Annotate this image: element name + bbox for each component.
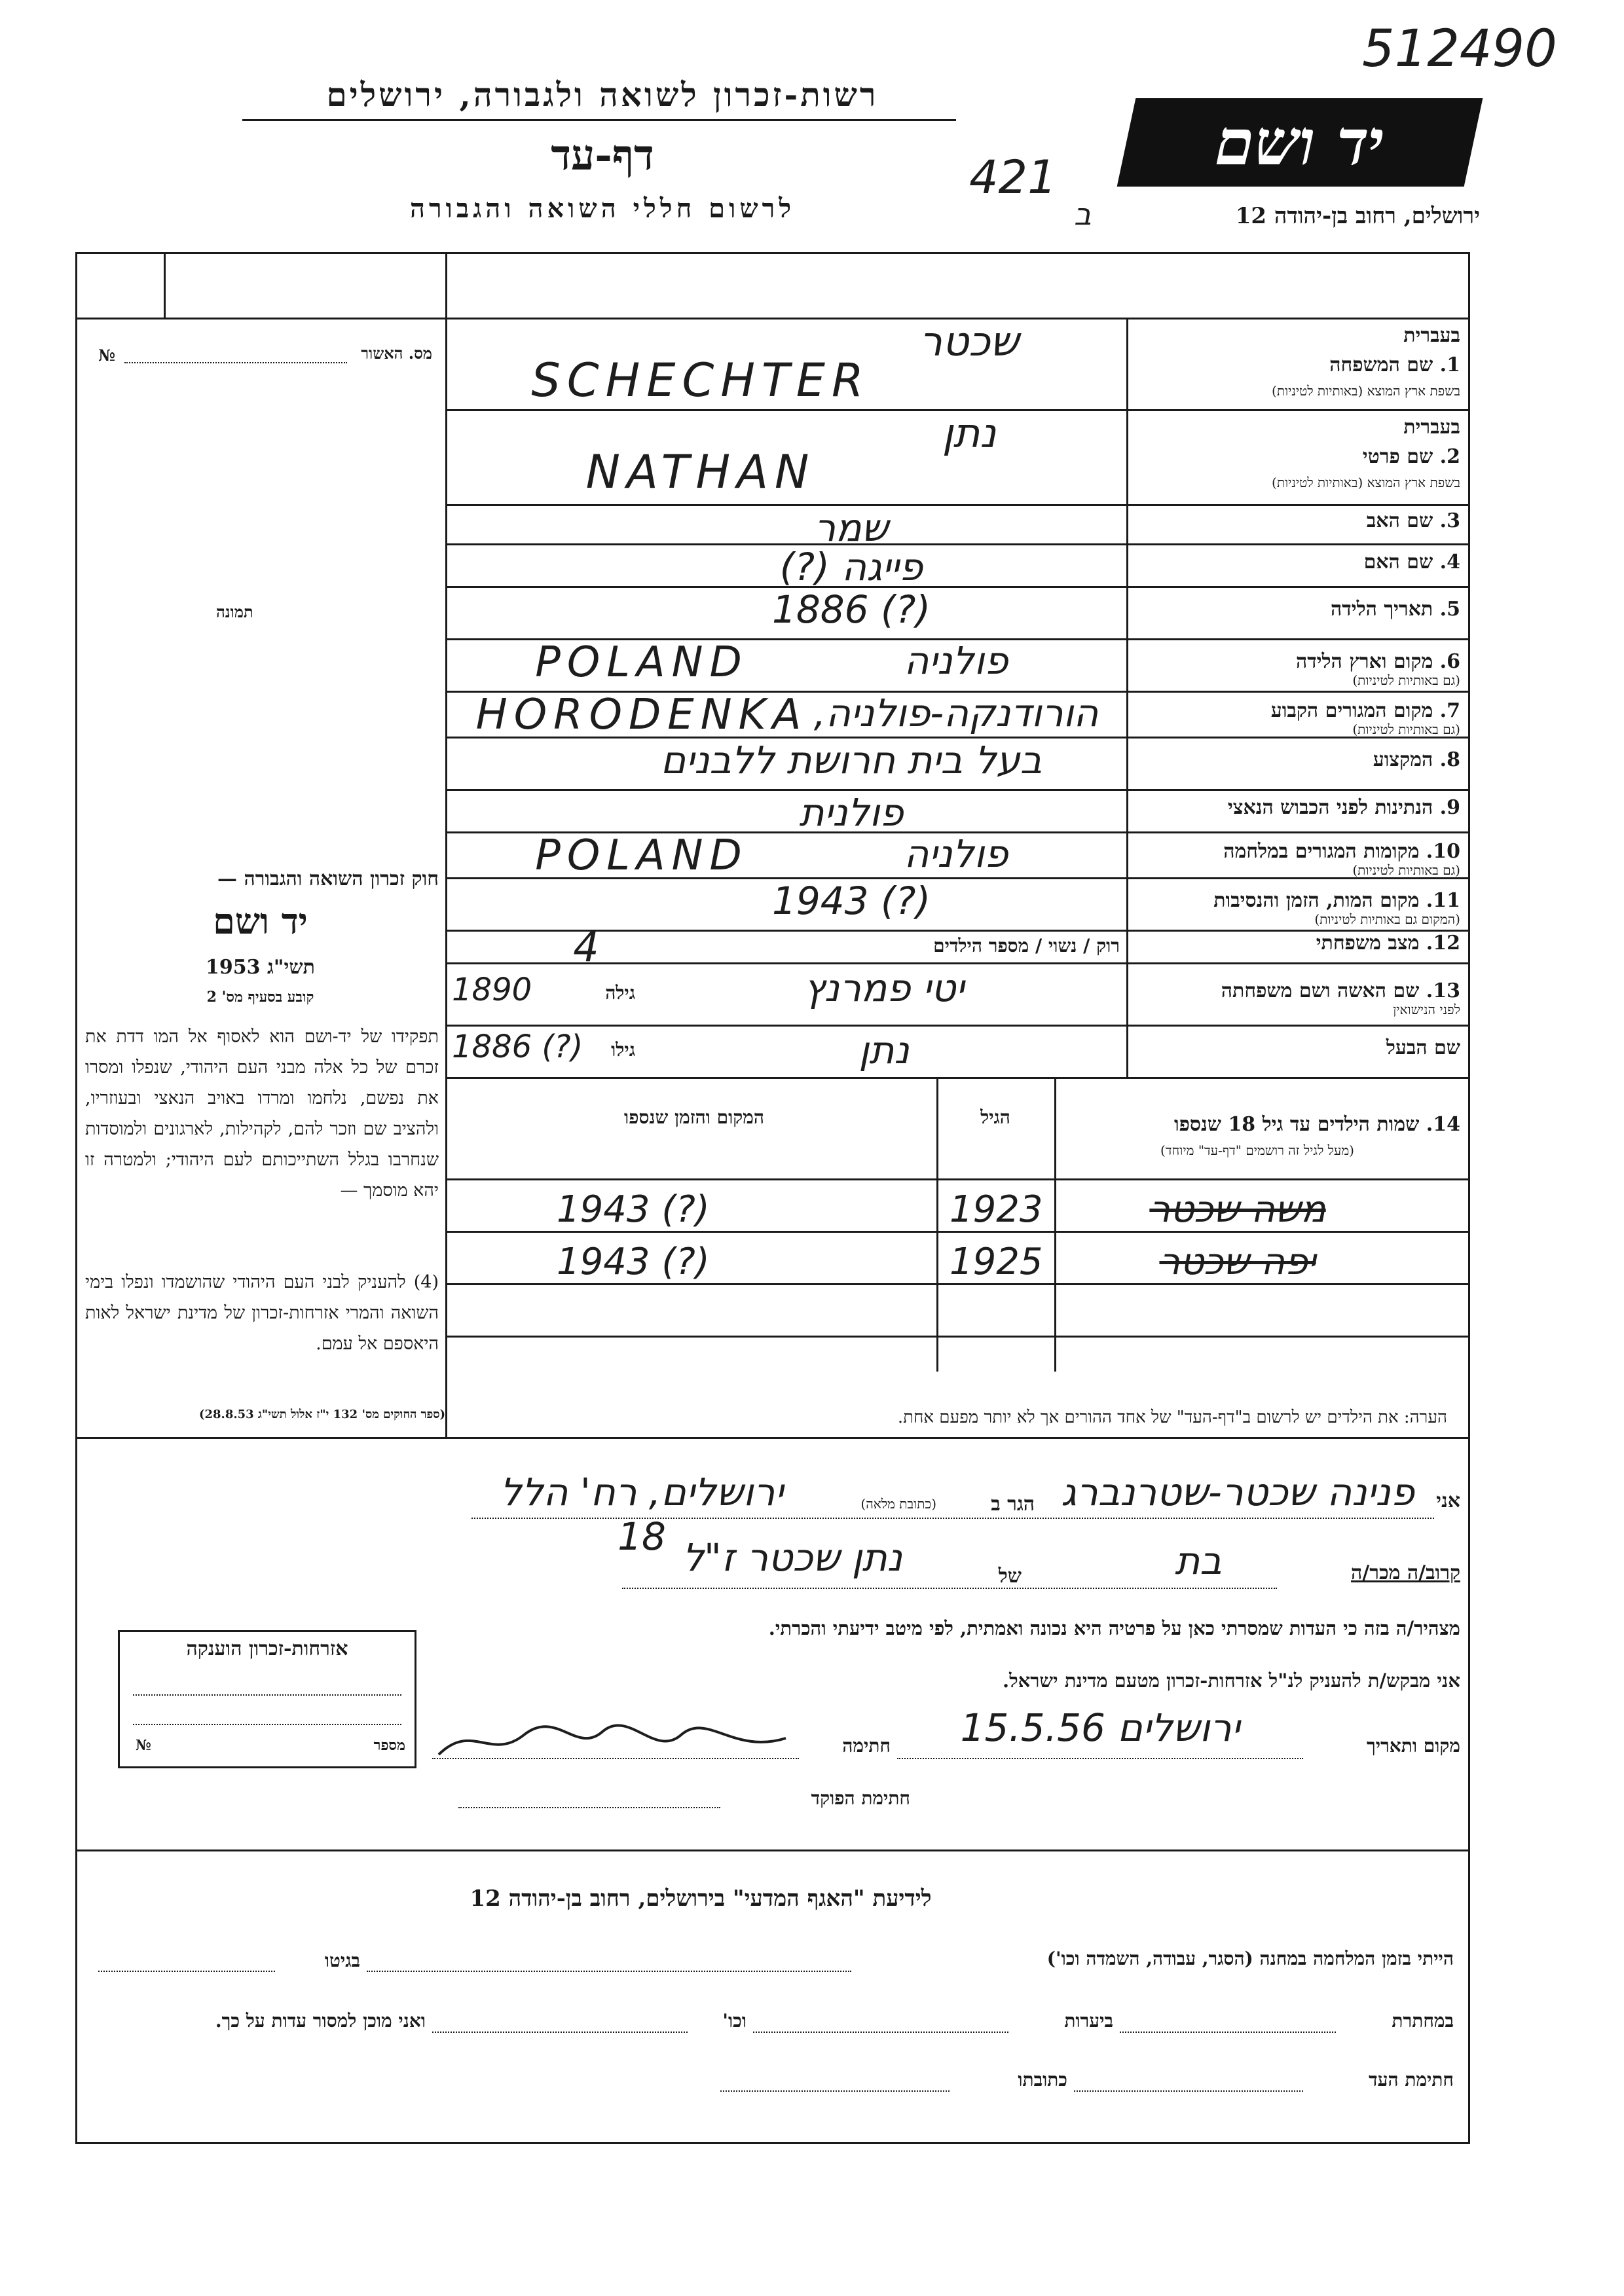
children-row-line-2 — [445, 1283, 1470, 1285]
field-value: שמר — [814, 505, 889, 550]
declaration-address-value: ירושלים, רח' הלל 18 — [500, 1470, 784, 1559]
field-value: יטי פמרנץ — [803, 966, 965, 1010]
field-hint: בשפת ארץ המוצא (באותיות לטיניות) — [1272, 383, 1460, 399]
field-label: 7. מקום המגורים הקבוע — [1270, 699, 1460, 722]
child-2-name: יפה שכטר — [1159, 1241, 1316, 1283]
signature-label: חתימה — [842, 1735, 891, 1757]
footer-ghetto-dots — [98, 1971, 275, 1972]
footer-title: לידיעת "האגף המדעי" בירושלים, רחוב בן-יהודה 12 — [470, 1886, 932, 1912]
form-subtitle: לרשום חללי השואה והגבורה — [409, 193, 796, 224]
citizenship-box-line-1 — [133, 1694, 401, 1696]
field-options: רוק / נשוי / מספר הילדים — [933, 935, 1120, 957]
field-label: 13. שם האשה ושם משפחתה — [1221, 979, 1460, 1002]
stamp-number: 421 — [969, 151, 1057, 204]
field-value-latin: HORODENKA — [475, 691, 808, 739]
declaration-line-1 — [471, 1518, 1434, 1519]
declaration-of-value: נתן שכטר ז"ל — [682, 1535, 902, 1580]
declaration-statement: מצהיר/ה בזה כי העדות שמסרתי כאן על פרטיה היא נכונה ואמתית, לפי מיטב ידיעתי והכרתי. — [768, 1617, 1460, 1639]
field-hint: (גם באותיות לטיניות) — [1352, 672, 1460, 688]
photo-label: תמונה — [216, 602, 253, 621]
no-sign: № — [98, 346, 116, 365]
top-row-divider — [164, 252, 166, 318]
children-col-place: המקום והזמן שנספו — [624, 1106, 764, 1128]
footer-witness-signature-label: חתימת העד — [1369, 2069, 1454, 2090]
footer-line-1-text: הייתי בזמן המלחמה במחנה (הסגר, עבודה, השמדה וכו') — [1046, 1948, 1454, 1969]
field-label: 2. שם פרטי — [1362, 445, 1460, 468]
field-hint: (גם באותיות לטיניות) — [1352, 862, 1460, 878]
field-label: 12. מצב משפחתי — [1316, 932, 1460, 955]
form-title: דף-עד — [551, 131, 654, 180]
field-age-label: גילה — [605, 981, 635, 1004]
declaration-request: אני מבקש/ת להעניק לנ"ל אזרחות-זכרון מטעם מדינת ישראל. — [1002, 1669, 1460, 1692]
stamp-letter: ב — [1074, 196, 1092, 232]
field-value-latin: POLAND — [535, 831, 748, 880]
footer-etc-label: וכו' — [722, 2010, 747, 2032]
children-hint: (מעל לגיל זה רושמים "דף-עד" מיוחד) — [1160, 1142, 1354, 1158]
field-value-hebrew: נתן — [942, 409, 997, 457]
field-value: פייגה (?) — [779, 545, 923, 589]
field-value-latin: POLAND — [535, 638, 748, 687]
place-date-line — [897, 1758, 1303, 1759]
official-signature-label: חתימת הפוקד — [811, 1787, 910, 1809]
footer-address-dots — [720, 2090, 950, 2092]
field-age-value: 1890 — [452, 971, 532, 1008]
law-text-2: (4) להעניק לבני העם היהודי שהושמדו ונפלו בימי השואה והמרי אזרחות-זכרון של מדינת ישראל לאות היאספם אל עמם. — [85, 1272, 439, 1354]
declaration-bottom-line — [75, 1850, 1470, 1851]
law-year: תשי"ג 1953 — [206, 956, 315, 979]
citizenship-box-number: מספר — [373, 1737, 405, 1754]
children-row-line-1 — [445, 1231, 1470, 1233]
law-name: יד ושם — [213, 900, 308, 942]
declaration-line-2 — [622, 1588, 1277, 1589]
field-value-hebrew: פולניה — [904, 831, 1008, 876]
org-line: רשות-זכרון לשואה ולגבורה, ירושלים — [326, 75, 879, 114]
declaration-address-hint: (כתובת מלאה) — [860, 1496, 936, 1512]
footer-witness-signature-dots — [1074, 2090, 1303, 2092]
children-col-divider-2 — [1054, 1077, 1056, 1372]
field-label: 5. תאריך הלידה — [1331, 598, 1460, 621]
children-bottom-line — [75, 1437, 1470, 1439]
address: ירושלים, רחוב בן-יהודה 12 — [1235, 203, 1480, 229]
children-header-top — [445, 1077, 1470, 1079]
field-value-hebrew: פולניה — [904, 638, 1008, 683]
citizenship-box — [118, 1630, 416, 1768]
law-title: חוק זכרון השואה והגבורה — — [217, 867, 439, 890]
citizenship-box-title: אזרחות-זכרון הוענקה — [186, 1637, 348, 1660]
declaration-relative-label: קרוב/ה מכר/ה — [1351, 1561, 1460, 1584]
field-value-hebrew: הורודנקה-פולניה, — [813, 691, 1099, 735]
footer-underground-label: במחתרת — [1392, 2010, 1454, 2032]
field-label: 9. הנתינות לפני הכבוש הנאצי — [1227, 795, 1460, 819]
declaration-i-value: פנינה שכטר-שטרנברג — [1061, 1470, 1414, 1514]
declaration-of-label: של — [998, 1565, 1022, 1588]
witness-number-text: מס. האשור — [361, 344, 432, 363]
field-value: פולנית — [799, 790, 904, 835]
signature-scribble — [432, 1715, 792, 1768]
declaration-i-label: אני — [1436, 1489, 1460, 1512]
field-label: 11. מקום המות, הזמן והנסיבות — [1213, 889, 1460, 912]
declaration-relation-value: בת — [1175, 1539, 1222, 1583]
remark: הערה: את הילדים יש לרשום ב"דף-העד" של אחד ההורים אך לא יותר מפעם אחת. — [897, 1408, 1447, 1427]
field-value: בעל בית חרושת ללבנים — [660, 738, 1043, 782]
footer-underground-dots — [1120, 2032, 1336, 2033]
citizenship-box-line-2 — [133, 1724, 401, 1725]
field-age-label: גילו — [611, 1039, 635, 1061]
field-label: 6. מקום וארץ הלידה — [1295, 650, 1460, 673]
place-date-label: מקום ותאריך — [1366, 1735, 1460, 1757]
yad-vashem-logo: יד ושם — [1117, 98, 1483, 187]
children-row-line-3 — [445, 1336, 1470, 1338]
children-label-text: שמות הילדים עד גיל 18 שנספו — [1173, 1113, 1420, 1136]
children-col-age: הגיל — [980, 1106, 1010, 1128]
field-label: 4. שם האם — [1363, 550, 1460, 574]
children-num: 14. — [1426, 1113, 1460, 1136]
official-signature-line — [458, 1807, 720, 1808]
signature-mark — [432, 1715, 792, 1768]
field-label: 1. שם המשפחה — [1329, 354, 1460, 376]
field-hint: לפני הנישואין — [1393, 1001, 1460, 1017]
field-label: 10. מקומות המגורים במלחמה — [1223, 840, 1460, 863]
law-text: תפקידו של יד-ושם הוא לאסוף אל המו דדת את זכרם של כל אלה מבני העם היהודי, שנפלו ומסרו את נפשם, נלחמו ומרדו באויב הנאצי ובעוזריו, ולהציב שם וזכר להם, לקהילות, לארגונים ולמוסדות שנחרבו בגלל השתייכותם לעם היהודי; ולמטרה זו יהא מוסמך — — [85, 1027, 439, 1201]
field-age-value: 1886 (?) — [452, 1029, 583, 1065]
law-clause: קובע בסעיף מס' 2 — [206, 989, 314, 1006]
footer-line-1-dots — [367, 1971, 851, 1972]
field-value-latin: SCHECHTER — [531, 354, 870, 407]
children-label — [1061, 1113, 1460, 1136]
footer-forests-label: ביערות — [1064, 2010, 1113, 2032]
witness-number-line — [124, 362, 347, 363]
child-1-age: 1923 — [950, 1188, 1043, 1231]
field-hint: (גם באותיות לטיניות) — [1352, 721, 1460, 737]
children-col-divider-1 — [936, 1077, 938, 1372]
child-2-place: 1943 (?) — [557, 1241, 710, 1283]
field-label: 8. המקצוע — [1373, 748, 1460, 771]
field-value: נתן — [858, 1028, 910, 1072]
law-source: (ספר החוקים מס' 132 י"ז אלול תשי"ג 28.8.53) — [198, 1408, 445, 1421]
document-number: 512490 — [1362, 20, 1557, 79]
field-hint: בשפת ארץ המוצא (באותיות לטיניות) — [1272, 475, 1460, 490]
field-label: שם הבעל — [1386, 1036, 1460, 1059]
field-value-hebrew: שכטר — [919, 318, 1019, 365]
field-value: 4 — [573, 923, 606, 971]
field-hebrew-tag: בעברית — [1403, 324, 1460, 347]
child-2-age: 1925 — [950, 1241, 1043, 1283]
footer-address-label: כתובתו — [1018, 2069, 1067, 2090]
field-hint: (המקום גם באותיות לטיניות) — [1314, 911, 1460, 927]
org-underline — [242, 119, 956, 121]
witness-number-label — [92, 344, 432, 363]
field-value: 1943 (?) — [771, 879, 931, 923]
footer-forests-dots — [753, 2032, 1008, 2033]
field-value-latin: NATHAN — [585, 445, 816, 499]
field-hebrew-tag: בעברית — [1403, 416, 1460, 439]
footer-ghetto-label: בגיטו — [324, 1950, 360, 1971]
signature-line — [432, 1758, 799, 1759]
declaration-residing: הגר ב — [991, 1493, 1035, 1516]
field-label: 3. שם האב — [1366, 509, 1460, 532]
field-value: 1886 (?) — [771, 587, 931, 632]
child-1-name: משה שכטר — [1149, 1188, 1326, 1231]
left-column-divider — [445, 252, 447, 1437]
top-row-line — [75, 318, 1470, 319]
footer-testify: ואני מוכן למסור עדות על כך. — [215, 2010, 426, 2032]
children-header-bottom — [445, 1178, 1470, 1180]
field-row-line — [445, 1025, 1470, 1027]
child-1-place: 1943 (?) — [557, 1188, 710, 1231]
footer-etc-dots — [432, 2032, 688, 2033]
place-date-value: ירושלים 15.5.56 — [960, 1705, 1240, 1750]
citizenship-box-no-sign: № — [136, 1737, 151, 1754]
